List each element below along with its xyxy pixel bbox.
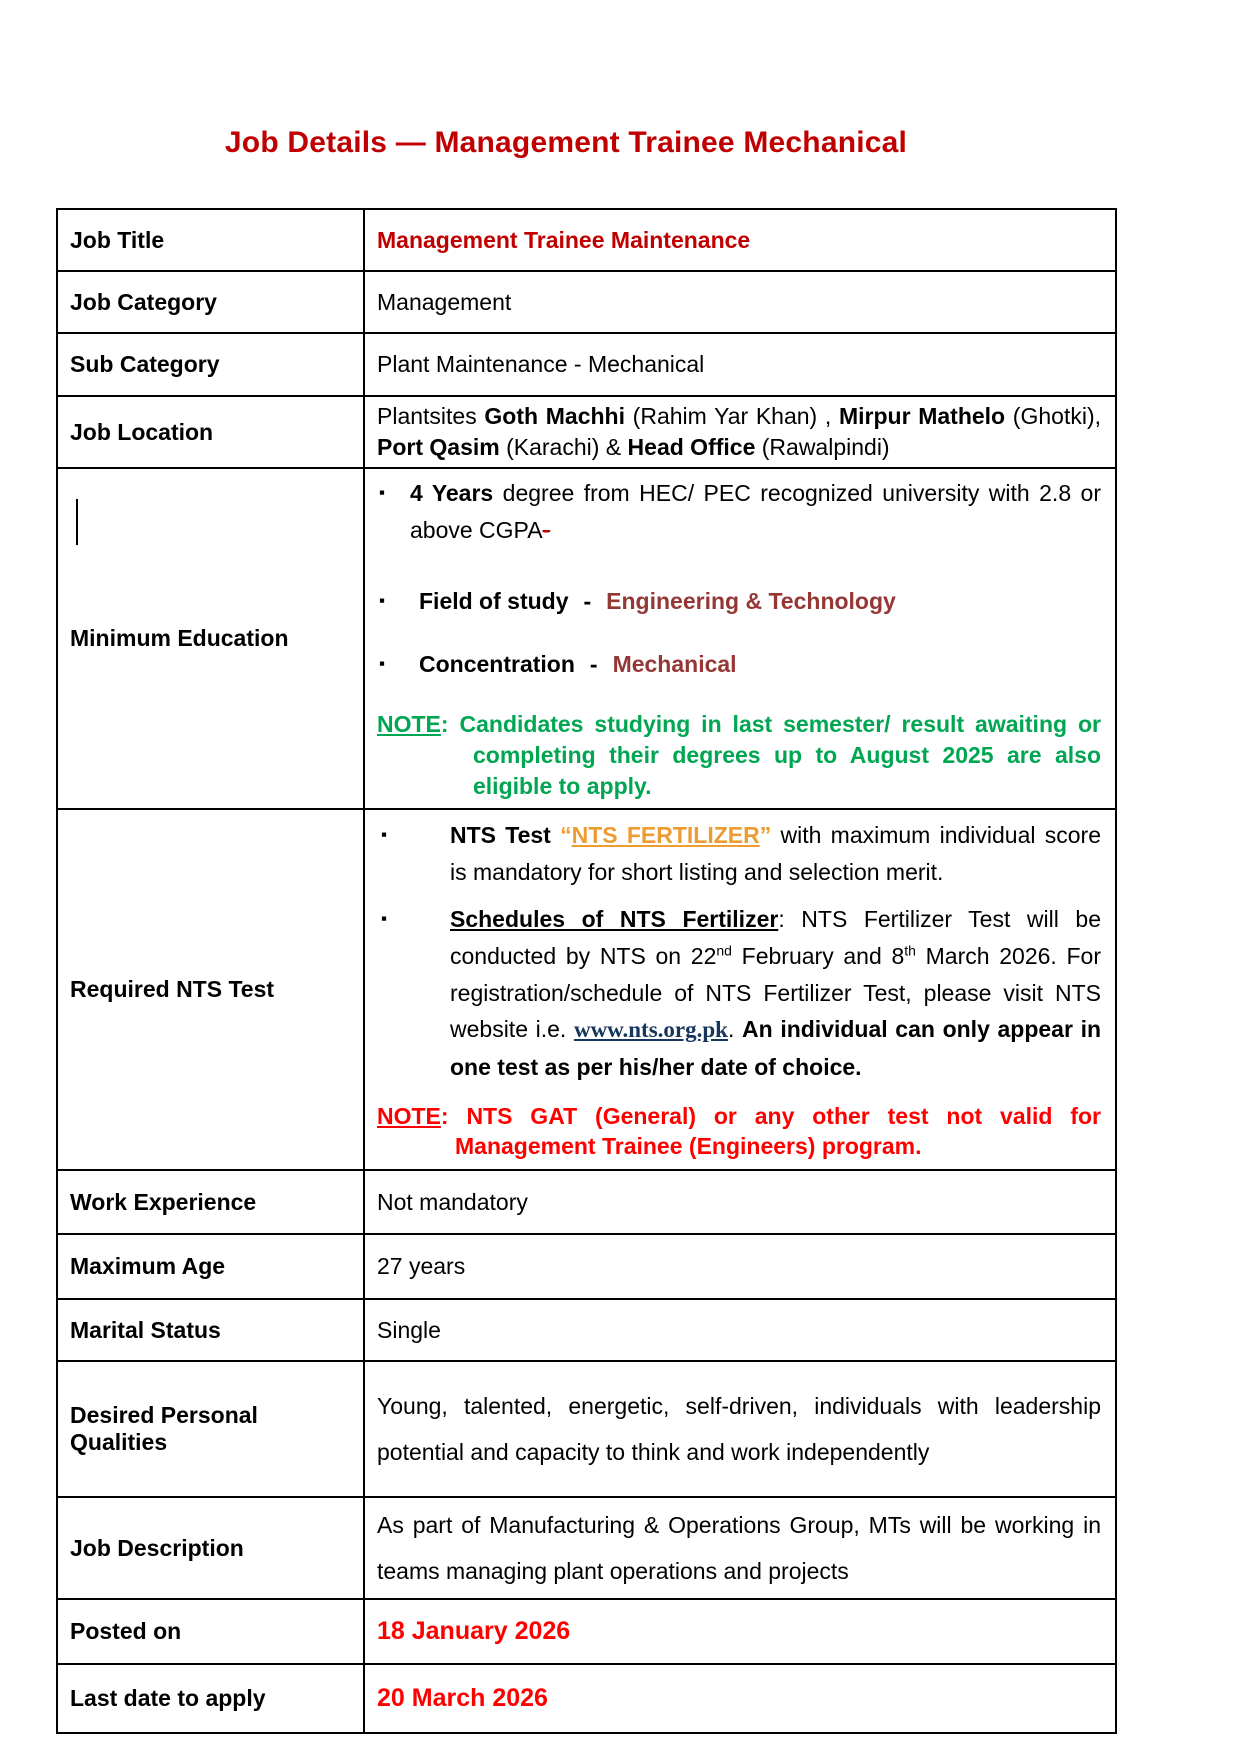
- value-job-title: Management Trainee Maintenance: [377, 226, 751, 253]
- loc-text: (Rawalpindi): [755, 434, 890, 461]
- value-sub-category: Plant Maintenance - Mechanical: [364, 333, 1116, 396]
- cell-last-date: [364, 1664, 1116, 1733]
- label-desired-personal-qualities: Desired Personal Qualities: [57, 1361, 364, 1497]
- nts-bullet-test: [377, 817, 1101, 891]
- label-posted-on: Posted on: [57, 1599, 364, 1664]
- table-row-maximum-age: [57, 1234, 1116, 1299]
- label-minimum-education: Minimum Education: [70, 625, 289, 652]
- loc-site-goth-machhi: Goth Machhi: [484, 403, 625, 429]
- note-body: Candidates studying in last semester/ result awaiting or completing their degrees up to August 2025 are also eligible to apply.: [459, 710, 1101, 799]
- field-of-study-label: Field of study: [419, 588, 569, 615]
- job-details-table: [56, 208, 1117, 1734]
- degree-years-bold: 4 Years: [410, 480, 494, 507]
- concentration-value: Mechanical: [612, 650, 737, 677]
- table-row-marital-status: [57, 1299, 1116, 1361]
- value-last-date: 20 March 2026: [377, 1684, 548, 1713]
- quote-close: ”: [759, 822, 772, 849]
- note-colon: :: [440, 1102, 467, 1129]
- note-colon: :: [440, 710, 460, 737]
- value-maximum-age: 27 years: [364, 1234, 1116, 1299]
- label-last-date: Last date to apply: [57, 1664, 364, 1733]
- nts-fertilizer-link[interactable]: NTS FERTILIZER: [571, 822, 760, 849]
- table-row-job-location: [57, 396, 1116, 468]
- loc-text: (Karachi) &: [499, 434, 628, 461]
- label-marital-status: Marital Status: [57, 1299, 364, 1361]
- loc-site-mirpur-mathelo: Mirpur Mathelo: [838, 403, 1006, 429]
- label-cell-minimum-education: [57, 468, 364, 809]
- dash-separator: -: [583, 588, 592, 615]
- label-job-location: Job Location: [57, 396, 364, 468]
- table-row-posted-on: [57, 1599, 1116, 1664]
- schedule-text: .: [727, 1016, 743, 1043]
- table-row-job-title: [57, 209, 1116, 271]
- schedule-text: NTS Fertilizer Test will be conducted by NTS on 22: [450, 906, 1101, 969]
- quote-open: “: [550, 822, 572, 849]
- cell-job-title: [364, 209, 1116, 271]
- table-row-last-date: [57, 1664, 1116, 1733]
- loc-text: (Ghotki),: [1005, 403, 1101, 429]
- value-posted-on: 18 January 2026: [377, 1617, 571, 1646]
- label-work-experience: Work Experience: [57, 1170, 364, 1234]
- value-desired-personal-qualities: Young, talented, energetic, self-driven, individuals with leadership potential and capacity to think and work independently: [377, 1393, 1101, 1466]
- bullet-icon: ▪: [381, 825, 388, 845]
- value-job-location: [377, 401, 1101, 463]
- nts-website-link[interactable]: www.nts.org.pk: [573, 1017, 728, 1043]
- label-sub-category: Sub Category: [57, 333, 364, 396]
- value-job-description: As part of Manufacturing & Operations Group, MTs will be working in teams managing plant operations and projects: [377, 1512, 1101, 1585]
- note-heading: NOTE: [377, 1102, 441, 1129]
- note-heading: NOTE: [377, 710, 441, 737]
- label-job-title: Job Title: [57, 209, 364, 271]
- label-job-category: Job Category: [57, 271, 364, 333]
- cell-job-description: [364, 1497, 1116, 1599]
- value-work-experience: Not mandatory: [364, 1170, 1116, 1234]
- field-of-study-value: Engineering & Technology: [606, 588, 896, 615]
- schedule-text: March 2026. For registration/schedule of NTS Fertilizer Test, please visit NTS website i.e.: [450, 942, 1101, 1043]
- schedule-text: February and 8: [731, 942, 905, 969]
- text-cursor-artifact: [76, 499, 78, 545]
- loc-text: (Rahim Yar Khan) ,: [624, 403, 839, 429]
- schedule-colon: :: [778, 906, 802, 932]
- loc-site-head-office: Head Office: [627, 434, 756, 461]
- note-body: NTS GAT (General) or any other test not valid for Management Trainee (Engineers) program.: [455, 1102, 1101, 1159]
- nts-test-bold: NTS Test: [450, 822, 551, 849]
- nts-bullet-schedule: [377, 901, 1101, 1086]
- min-edu-bullet-concentration: [377, 646, 1101, 683]
- table-row-minimum-education: [57, 468, 1116, 809]
- table-row-required-nts-test: [57, 809, 1116, 1170]
- ordinal-superscript: nd: [716, 942, 732, 959]
- nts-test-rest: with maximum individual score is mandatory for short listing and selection merit.: [450, 822, 1101, 886]
- bullet-icon: ▪: [379, 483, 386, 503]
- one-test-bold-text: An individual can only appear in one test as per his/her date of choice.: [450, 1016, 1102, 1081]
- cell-minimum-education: [364, 468, 1116, 809]
- min-edu-note: [377, 709, 1101, 802]
- min-edu-bullet-field-of-study: [377, 583, 1101, 620]
- bullet-icon: ▪: [379, 653, 386, 673]
- degree-rest-text: degree from HEC/ PEC recognized university with 2.8 or above CGPA: [410, 480, 1101, 544]
- value-marital-status: Single: [364, 1299, 1116, 1361]
- ordinal-superscript: th: [904, 942, 916, 959]
- dash-separator: -: [589, 650, 598, 677]
- table-row-job-description: [57, 1497, 1116, 1599]
- bullet-icon: ▪: [381, 909, 388, 928]
- value-job-category: Management: [364, 271, 1116, 333]
- table-row-desired-personal-qualities: [57, 1361, 1116, 1497]
- cell-required-nts-test: [364, 809, 1116, 1170]
- cell-job-location: [364, 396, 1116, 468]
- table-row-work-experience: [57, 1170, 1116, 1234]
- table-row-job-category: [57, 271, 1116, 333]
- bullet-icon: ▪: [379, 591, 386, 611]
- label-required-nts-test: Required NTS Test: [57, 809, 364, 1170]
- loc-site-port-qasim: Port Qasim: [377, 434, 500, 461]
- table-row-sub-category: [57, 333, 1116, 396]
- loc-text: Plantsites: [377, 403, 485, 429]
- nts-note: [377, 1102, 1101, 1162]
- concentration-label: Concentration: [419, 650, 575, 677]
- label-job-description: Job Description: [57, 1497, 364, 1599]
- cell-posted-on: [364, 1599, 1116, 1664]
- schedule-heading: Schedules of NTS Fertilizer: [450, 906, 779, 932]
- min-edu-bullet-degree: [377, 475, 1101, 549]
- page-title: Job Details — Management Trainee Mechanical: [224, 126, 908, 159]
- strike-mark: -: [542, 517, 551, 544]
- label-maximum-age: Maximum Age: [57, 1234, 364, 1299]
- cell-desired-personal-qualities: [364, 1361, 1116, 1497]
